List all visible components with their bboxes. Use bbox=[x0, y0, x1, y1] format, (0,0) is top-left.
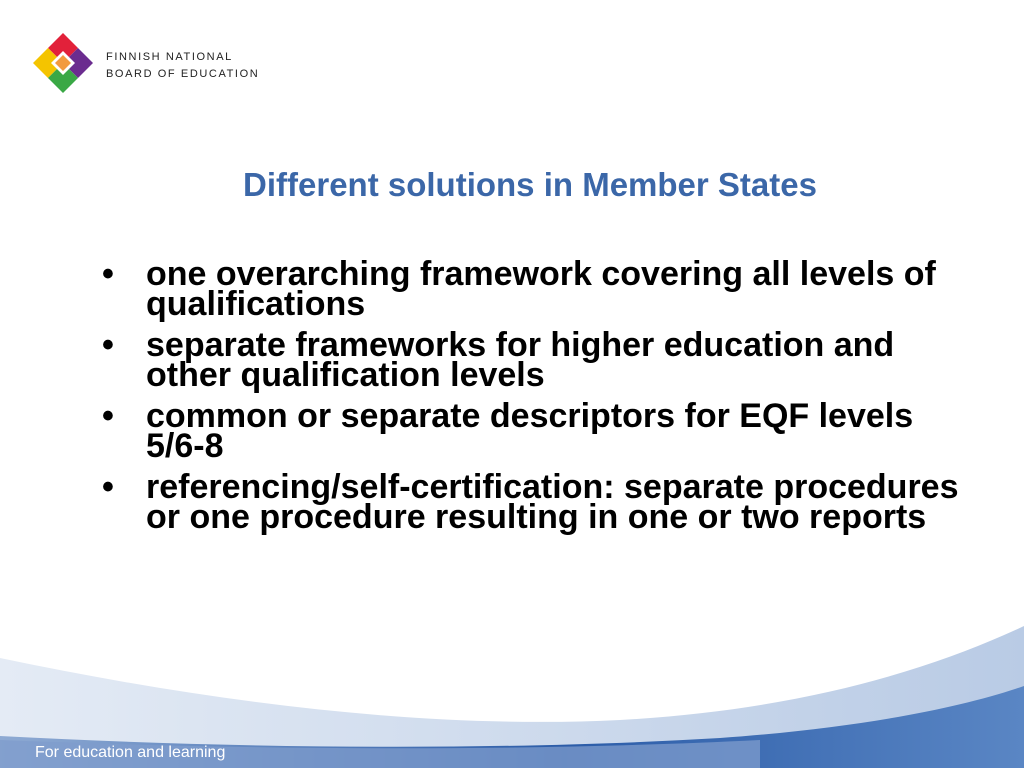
bullet-marker: • bbox=[102, 397, 114, 435]
footer-tagline: For education and learning bbox=[35, 744, 226, 761]
bullet-item bbox=[100, 397, 960, 465]
decorative-wave-graphic bbox=[0, 600, 1024, 768]
organization-name bbox=[106, 49, 259, 83]
bullet-item bbox=[100, 326, 960, 394]
bullet-text: common or separate descriptors for EQF levels 5/6-8 bbox=[146, 397, 914, 465]
org-name-line-1: FINNISH NATIONAL bbox=[106, 51, 233, 63]
four-color-diamond-logo-icon bbox=[33, 33, 93, 93]
bullet-marker: • bbox=[102, 255, 114, 293]
bullet-marker: • bbox=[102, 468, 114, 506]
slide-title: Different solutions in Member States bbox=[243, 166, 817, 203]
bullet-item bbox=[100, 468, 960, 536]
bullet-text: referencing/self-certification: separate procedures or one procedure resulting in one or two reports bbox=[146, 468, 959, 536]
bullet-text: one overarching framework covering all levels of qualifications bbox=[146, 255, 936, 323]
bullet-list bbox=[100, 255, 960, 543]
bullet-marker: • bbox=[102, 326, 114, 364]
org-name-line-2: BOARD OF EDUCATION bbox=[106, 68, 260, 80]
bullet-text: separate frameworks for higher education and other qualification levels bbox=[146, 326, 895, 394]
bullet-item bbox=[100, 255, 960, 323]
